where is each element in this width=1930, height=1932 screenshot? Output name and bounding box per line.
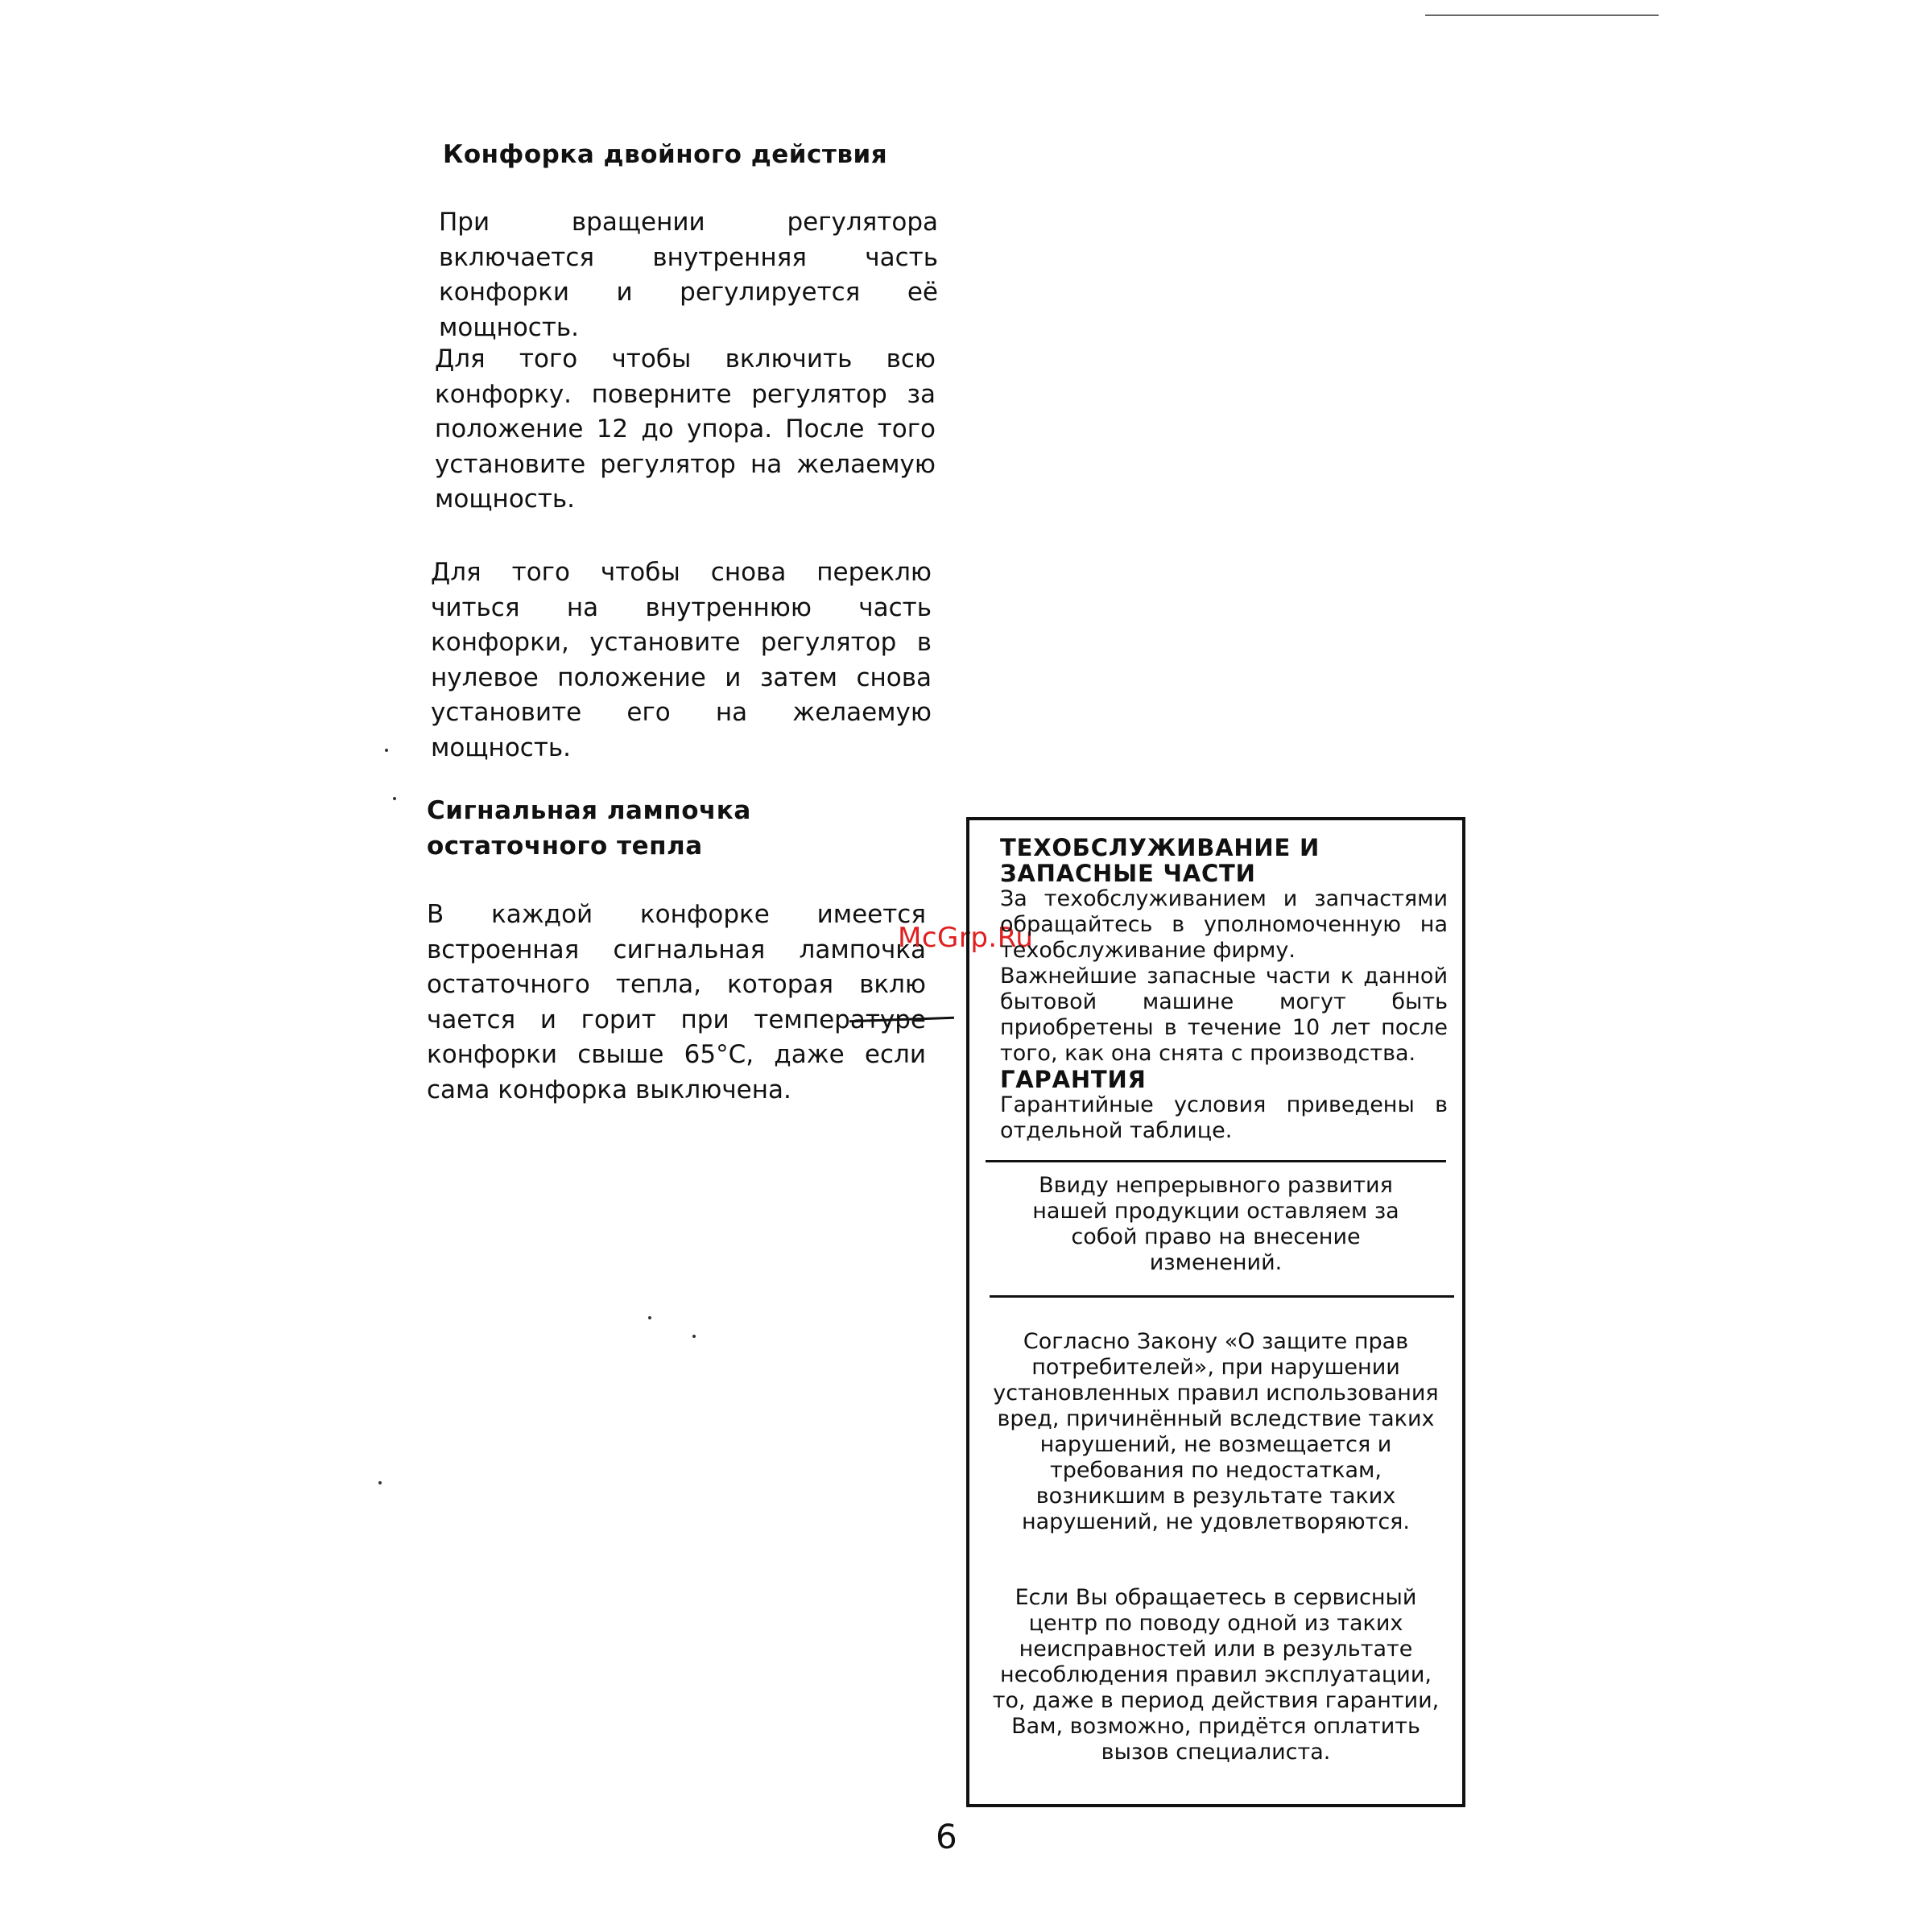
watermark: McGrp.Ru: [898, 922, 1034, 954]
changes-notice: Ввиду непрерывного развития нашей продукции оставляем за собой право на внесение изменений.: [1032, 1173, 1399, 1275]
divider-1: [986, 1160, 1446, 1162]
paragraph-residual-heat: В каждой конфорке имеется встроенная сигнальная лампочка остаточного тепла, которая вклю чается и горит при температуре конфорки свыше 65°С, даже если сама конфорка выключена.: [427, 900, 926, 1104]
service-visit-text: Если Вы обращаетесь в сервисный центр по поводу одной из таких неисправностей или в результате несоблюдения правил эксплуатации, то, даже в период действия гарантии, Вам, возможно, придётся оплатить вызов специалиста.: [992, 1585, 1440, 1765]
consumer-law-text: Согласно Закону «О защите прав потребителей», при нарушении установленных правил использования вред, причинённый вследствие таких нарушений, не возмещается и требования по недостаткам, возникшим в результате таких нарушений, не удовлетворяются.: [993, 1329, 1439, 1534]
page-number: 6: [936, 1817, 957, 1856]
service-section: [969, 835, 1462, 1144]
heading-residual-heat-lamp: Сигнальная лампочка остаточного тепла: [427, 796, 751, 861]
scan-speck: [385, 749, 388, 752]
law-section: [969, 1329, 1462, 1535]
scan-speck: [692, 1335, 696, 1338]
scan-speck: [393, 797, 396, 800]
top-edge-rule: [1425, 14, 1659, 16]
notice-section: [969, 1173, 1462, 1276]
warranty-heading: ГАРАНТИЯ: [1000, 1066, 1147, 1093]
divider-2: [990, 1295, 1454, 1298]
service-warranty-box: [966, 817, 1465, 1807]
paragraph-inner-zone: При вращении регулятора включается внутренняя часть конфорки и регулируется её мощность.: [439, 208, 938, 342]
service-heading: ТЕХОБСЛУЖИВАНИЕ И ЗАПАСНЫЕ ЧАСТИ: [1000, 834, 1320, 887]
scan-speck: [648, 1316, 651, 1319]
service-text-parts: Важнейшие запасные части к данной бытовой машине могут быть приобретены в течение 10 лет после того, как она снята с производства.: [1000, 964, 1448, 1066]
warranty-text: Гарантийные условия приведены в отдельной таблице.: [1000, 1092, 1448, 1143]
scan-speck: [378, 1481, 382, 1484]
service-visit-section: [969, 1585, 1462, 1765]
service-text-contact: За техобслуживанием и запчастями обращайтесь в уполномоченную на техобслуживание фирму.: [1000, 886, 1448, 963]
paragraph-full-burner: Для того чтобы включить всю конфорку. поверните регулятор за положение 12 до упора. После того установите регулятор на желаемую мощность.: [435, 345, 936, 514]
paragraph-switch-back: Для того чтобы снова переклю читься на внутреннюю часть конфорки, установите регулятор в нулевое положение и затем снова установите его на желаемую мощность.: [431, 558, 932, 762]
heading-dual-burner: Конфорка двойного действия: [443, 140, 888, 169]
